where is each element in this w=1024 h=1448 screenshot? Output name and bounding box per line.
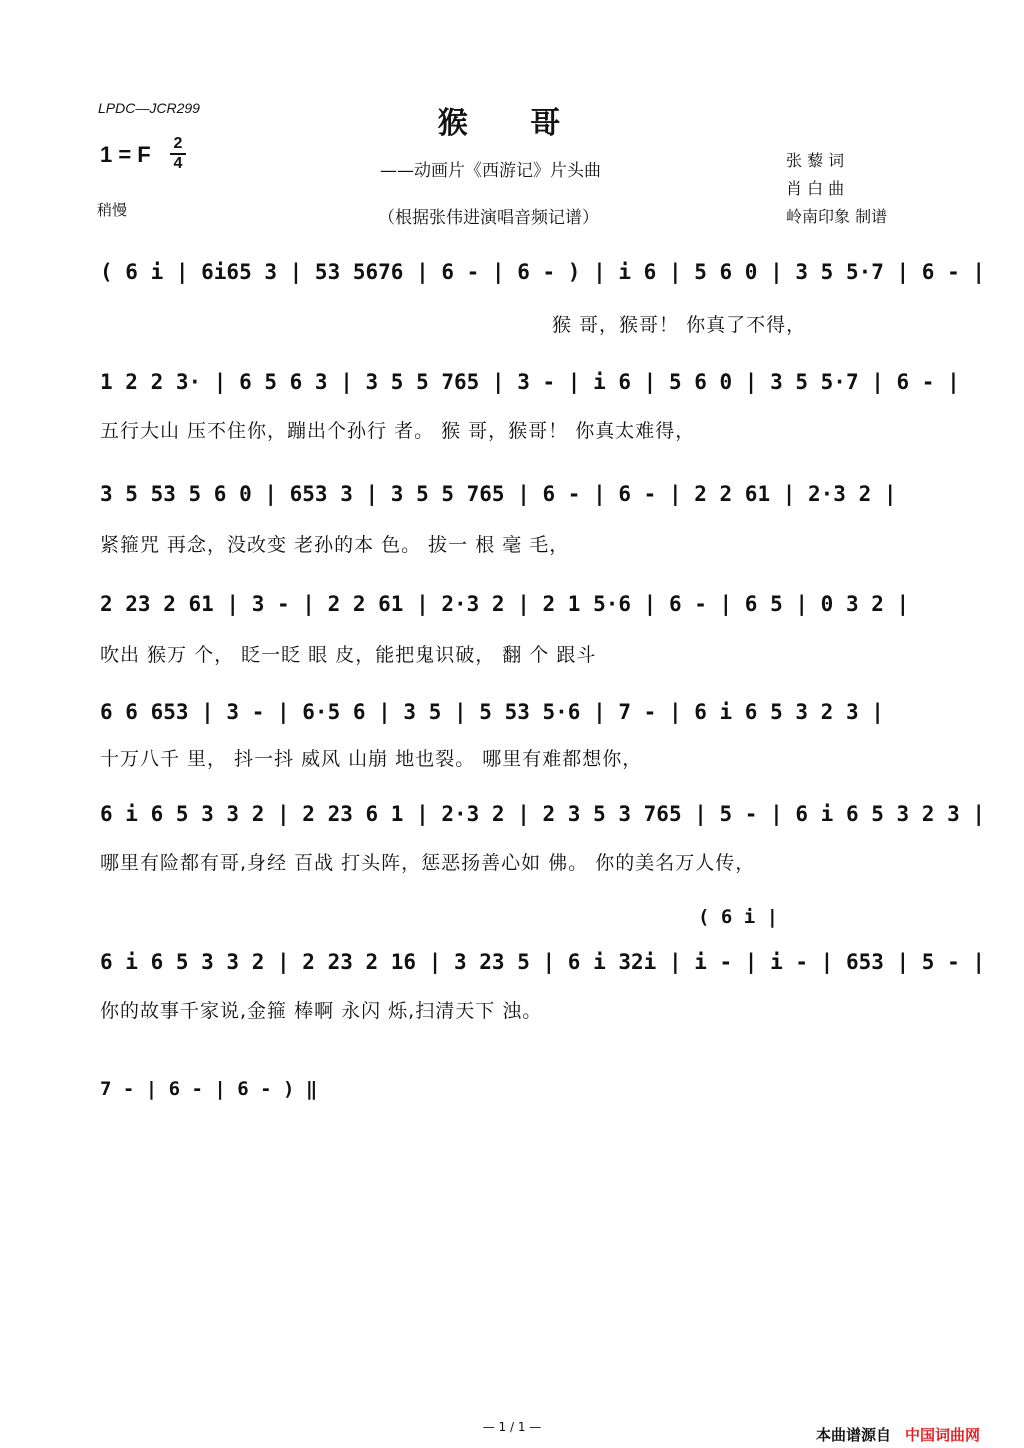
transcription-note: （根据张伟进演唱音频记谱）: [378, 208, 599, 228]
lyricist-credit: 张 藜 词: [786, 151, 845, 170]
lyrics-line-3: 紧箍咒 再念，没改变 老孙的本 色。 拔一 根 毫 毛，: [100, 534, 570, 556]
lyrics-line-1: 猴 哥，猴哥！ 你真了不得，: [552, 314, 807, 336]
arranger-credit: 岭南印象 制谱: [786, 207, 888, 226]
notation-line-8: 7 - | 6 - | 6 - ) ‖: [100, 1078, 318, 1100]
lyrics-line-2: 五行大山 压不住你，蹦出个孙行 者。 猴 哥，猴哥！ 你真太难得，: [100, 420, 696, 442]
lyrics-line-5: 十万八千 里， 抖一抖 威风 山崩 地也裂。 哪里有难都想你，: [100, 748, 643, 770]
source-credit: [816, 1424, 980, 1445]
lyrics-line-4: 吹出 猴万 个， 眨一眨 眼 皮，能把鬼识破， 翻 个 跟斗: [100, 644, 597, 666]
page-title: 猴 哥: [437, 106, 587, 141]
key-signature: 1 = F: [100, 142, 151, 167]
composer-credit: 肖 白 曲: [786, 179, 845, 198]
page-number: — 1 / 1 —: [482, 1420, 542, 1434]
score-code: LPDC—JCR299: [98, 100, 200, 116]
notation-line-3: 3 5 53 5 6 0 | 653 3 | 3 5 5 765 | 6 - | 6 - | 2 2 61 | 2·3 2 |: [100, 482, 897, 506]
tempo-marking: 稍慢: [97, 201, 128, 219]
source-brand[interactable]: 中国词曲网: [905, 1426, 981, 1444]
notation-line-1: ( 6 i | 6i65 3 | 53 5676 | 6 - | 6 - ) | i 6 | 5 6 0 | 3 5 5·7 | 6 - |: [100, 260, 986, 284]
time-signature-bottom: 4: [173, 155, 183, 172]
notation-line-5: 6 6 653 | 3 - | 6·5 6 | 3 5 | 5 53 5·6 | 7 - | 6 i 6 5 3 2 3 |: [100, 700, 884, 724]
time-signature-top: 2: [170, 136, 186, 155]
lyrics-line-6: 哪里有险都有哥,身经 百战 打头阵，惩恶扬善心如 佛。 你的美名万人传，: [100, 852, 756, 874]
source-label: 本曲谱源自: [816, 1426, 892, 1444]
lyrics-line-7: 你的故事千家说,金箍 棒啊 永闪 烁,扫清天下 浊。: [100, 1000, 543, 1022]
subtitle: ——动画片《西游记》片头曲: [380, 161, 601, 181]
notation-line-7: 6 i 6 5 3 3 2 | 2 23 2 16 | 3 23 5 | 6 i 32i | i - | i - | 653 | 5 - |: [100, 950, 986, 974]
time-signature: [170, 136, 186, 172]
notation-line-2: 1 2 2 3· | 6 5 6 3 | 3 5 5 765 | 3 - | i 6 | 5 6 0 | 3 5 5·7 | 6 - |: [100, 370, 960, 394]
notation-line-4: 2 23 2 61 | 3 - | 2 2 61 | 2·3 2 | 2 1 5·6 | 6 - | 6 5 | 0 3 2 |: [100, 592, 910, 616]
interlude-mark: ( 6 i |: [698, 906, 779, 928]
notation-line-6: 6 i 6 5 3 3 2 | 2 23 6 1 | 2·3 2 | 2 3 5 3 765 | 5 - | 6 i 6 5 3 2 3 |: [100, 802, 986, 826]
